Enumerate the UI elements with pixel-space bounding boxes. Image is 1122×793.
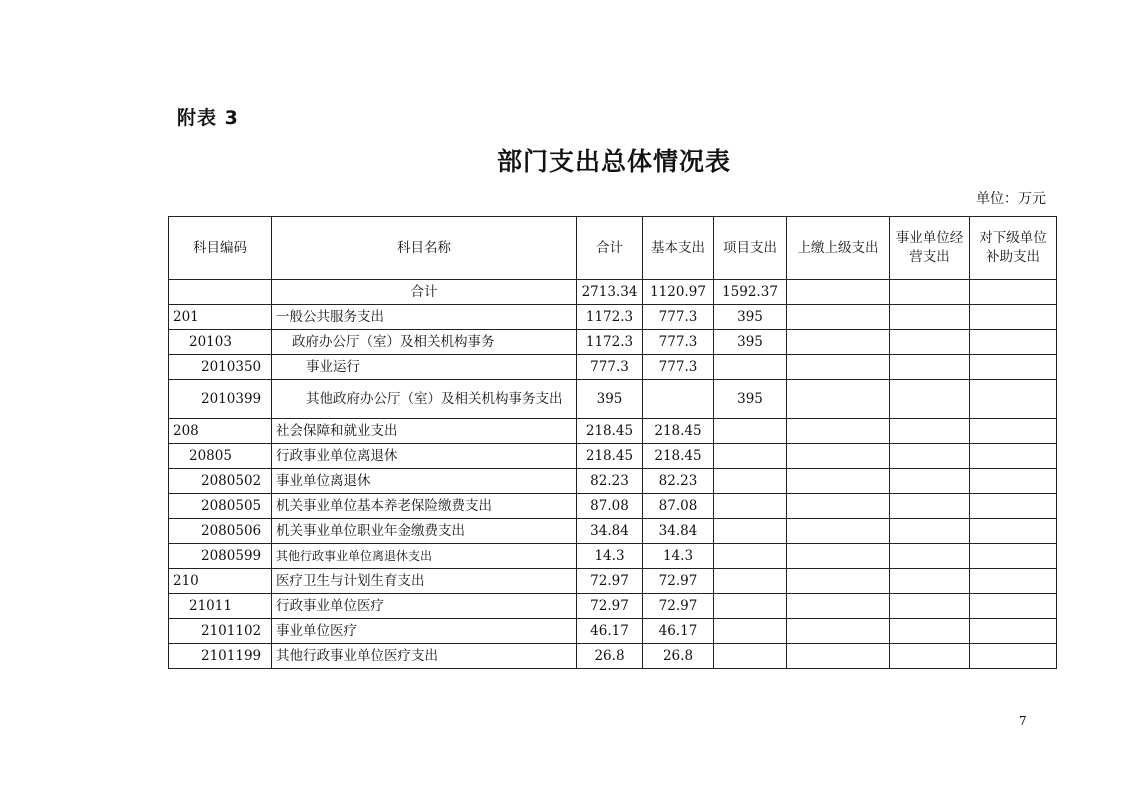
cell-total: 2713.34 [577, 280, 643, 305]
header-total: 合计 [577, 217, 643, 280]
cell-business [890, 569, 970, 594]
cell-business [890, 619, 970, 644]
table-row [169, 594, 1057, 619]
cell-business [890, 355, 970, 380]
cell-business [890, 494, 970, 519]
table-row [169, 305, 1057, 330]
header-business: 事业单位经营支出 [890, 217, 970, 280]
table-row [169, 544, 1057, 569]
cell-basic: 1120.97 [643, 280, 714, 305]
cell-subsidy [970, 380, 1057, 419]
cell-code: 20805 [169, 444, 272, 469]
table-row [169, 619, 1057, 644]
cell-subsidy [970, 469, 1057, 494]
page-number: 7 [1019, 714, 1027, 728]
cell-name: 其他行政事业单位医疗支出 [272, 644, 577, 669]
cell-business [890, 519, 970, 544]
cell-name: 其他政府办公厅（室）及相关机构事务支出 [272, 380, 577, 419]
appendix-label: 附表 3 [177, 107, 239, 129]
expense-table [168, 216, 1057, 669]
cell-code: 201 [169, 305, 272, 330]
cell-upper [787, 280, 890, 305]
cell-total: 14.3 [577, 544, 643, 569]
table-row [169, 519, 1057, 544]
cell-project [714, 469, 787, 494]
cell-code: 2080506 [169, 519, 272, 544]
cell-basic: 26.8 [643, 644, 714, 669]
table-row [169, 494, 1057, 519]
cell-project [714, 444, 787, 469]
cell-basic: 46.17 [643, 619, 714, 644]
cell-project [714, 419, 787, 444]
cell-project: 395 [714, 305, 787, 330]
cell-upper [787, 619, 890, 644]
cell-subsidy [970, 619, 1057, 644]
cell-basic [643, 380, 714, 419]
cell-subsidy [970, 494, 1057, 519]
unit-note: 单位：万元 [976, 191, 1046, 207]
cell-project [714, 644, 787, 669]
header-upper: 上缴上级支出 [787, 217, 890, 280]
table-row [169, 569, 1057, 594]
cell-basic: 218.45 [643, 419, 714, 444]
cell-business [890, 280, 970, 305]
cell-subsidy [970, 280, 1057, 305]
table-row [169, 419, 1057, 444]
cell-upper [787, 569, 890, 594]
cell-name: 医疗卫生与计划生育支出 [272, 569, 577, 594]
header-subsidy: 对下级单位补助支出 [970, 217, 1057, 280]
cell-subsidy [970, 355, 1057, 380]
table-row [169, 380, 1057, 419]
cell-subsidy [970, 644, 1057, 669]
cell-basic: 34.84 [643, 519, 714, 544]
cell-code: 2080502 [169, 469, 272, 494]
cell-name: 其他行政事业单位离退休支出 [272, 544, 577, 569]
cell-code: 20103 [169, 330, 272, 355]
cell-code: 2101199 [169, 644, 272, 669]
cell-code: 2010350 [169, 355, 272, 380]
cell-name: 事业运行 [272, 355, 577, 380]
cell-total: 218.45 [577, 444, 643, 469]
cell-upper [787, 544, 890, 569]
cell-total: 82.23 [577, 469, 643, 494]
cell-subsidy [970, 305, 1057, 330]
cell-subsidy [970, 444, 1057, 469]
cell-code: 208 [169, 419, 272, 444]
table-row [169, 469, 1057, 494]
cell-business [890, 544, 970, 569]
cell-basic: 82.23 [643, 469, 714, 494]
cell-upper [787, 444, 890, 469]
header-basic: 基本支出 [643, 217, 714, 280]
cell-upper [787, 305, 890, 330]
cell-business [890, 380, 970, 419]
cell-total: 72.97 [577, 569, 643, 594]
cell-code: 21011 [169, 594, 272, 619]
cell-upper [787, 494, 890, 519]
cell-code [169, 280, 272, 305]
cell-subsidy [970, 594, 1057, 619]
cell-name: 事业单位医疗 [272, 619, 577, 644]
cell-name: 社会保障和就业支出 [272, 419, 577, 444]
cell-total: 72.97 [577, 594, 643, 619]
cell-project [714, 619, 787, 644]
cell-subsidy [970, 330, 1057, 355]
cell-total: 218.45 [577, 419, 643, 444]
cell-basic: 14.3 [643, 544, 714, 569]
cell-project [714, 355, 787, 380]
cell-basic: 72.97 [643, 594, 714, 619]
cell-basic: 72.97 [643, 569, 714, 594]
cell-project [714, 544, 787, 569]
cell-subsidy [970, 519, 1057, 544]
cell-business [890, 305, 970, 330]
cell-name: 政府办公厅（室）及相关机构事务 [272, 330, 577, 355]
cell-upper [787, 644, 890, 669]
cell-project [714, 519, 787, 544]
cell-upper [787, 355, 890, 380]
table-row [169, 355, 1057, 380]
page-title: 部门支出总体情况表 [496, 147, 731, 176]
cell-upper [787, 380, 890, 419]
table-row [169, 444, 1057, 469]
cell-code: 2080599 [169, 544, 272, 569]
cell-total: 46.17 [577, 619, 643, 644]
cell-project [714, 494, 787, 519]
cell-code: 210 [169, 569, 272, 594]
cell-business [890, 594, 970, 619]
table-header-row [169, 217, 1057, 280]
cell-name: 合计 [272, 280, 577, 305]
cell-upper [787, 469, 890, 494]
cell-project [714, 594, 787, 619]
cell-project: 395 [714, 380, 787, 419]
cell-project: 395 [714, 330, 787, 355]
cell-name: 行政事业单位医疗 [272, 594, 577, 619]
total-row [169, 280, 1057, 305]
table-row [169, 330, 1057, 355]
cell-upper [787, 594, 890, 619]
cell-basic: 777.3 [643, 330, 714, 355]
cell-basic: 777.3 [643, 355, 714, 380]
header-project: 项目支出 [714, 217, 787, 280]
cell-subsidy [970, 544, 1057, 569]
cell-total: 395 [577, 380, 643, 419]
cell-business [890, 444, 970, 469]
cell-total: 1172.3 [577, 330, 643, 355]
cell-total: 1172.3 [577, 305, 643, 330]
cell-name: 机关事业单位职业年金缴费支出 [272, 519, 577, 544]
cell-basic: 87.08 [643, 494, 714, 519]
cell-total: 777.3 [577, 355, 643, 380]
cell-name: 机关事业单位基本养老保险缴费支出 [272, 494, 577, 519]
cell-upper [787, 330, 890, 355]
cell-business [890, 469, 970, 494]
cell-code: 2010399 [169, 380, 272, 419]
cell-basic: 218.45 [643, 444, 714, 469]
cell-code: 2080505 [169, 494, 272, 519]
cell-project [714, 569, 787, 594]
header-name: 科目名称 [272, 217, 577, 280]
cell-code: 2101102 [169, 619, 272, 644]
cell-basic: 777.3 [643, 305, 714, 330]
cell-business [890, 419, 970, 444]
cell-subsidy [970, 419, 1057, 444]
cell-project: 1592.37 [714, 280, 787, 305]
cell-upper [787, 419, 890, 444]
cell-subsidy [970, 569, 1057, 594]
cell-business [890, 644, 970, 669]
cell-name: 行政事业单位离退休 [272, 444, 577, 469]
header-code: 科目编码 [169, 217, 272, 280]
cell-total: 87.08 [577, 494, 643, 519]
cell-upper [787, 519, 890, 544]
cell-name: 事业单位离退休 [272, 469, 577, 494]
cell-total: 34.84 [577, 519, 643, 544]
table-row [169, 644, 1057, 669]
cell-business [890, 330, 970, 355]
cell-total: 26.8 [577, 644, 643, 669]
cell-name: 一般公共服务支出 [272, 305, 577, 330]
